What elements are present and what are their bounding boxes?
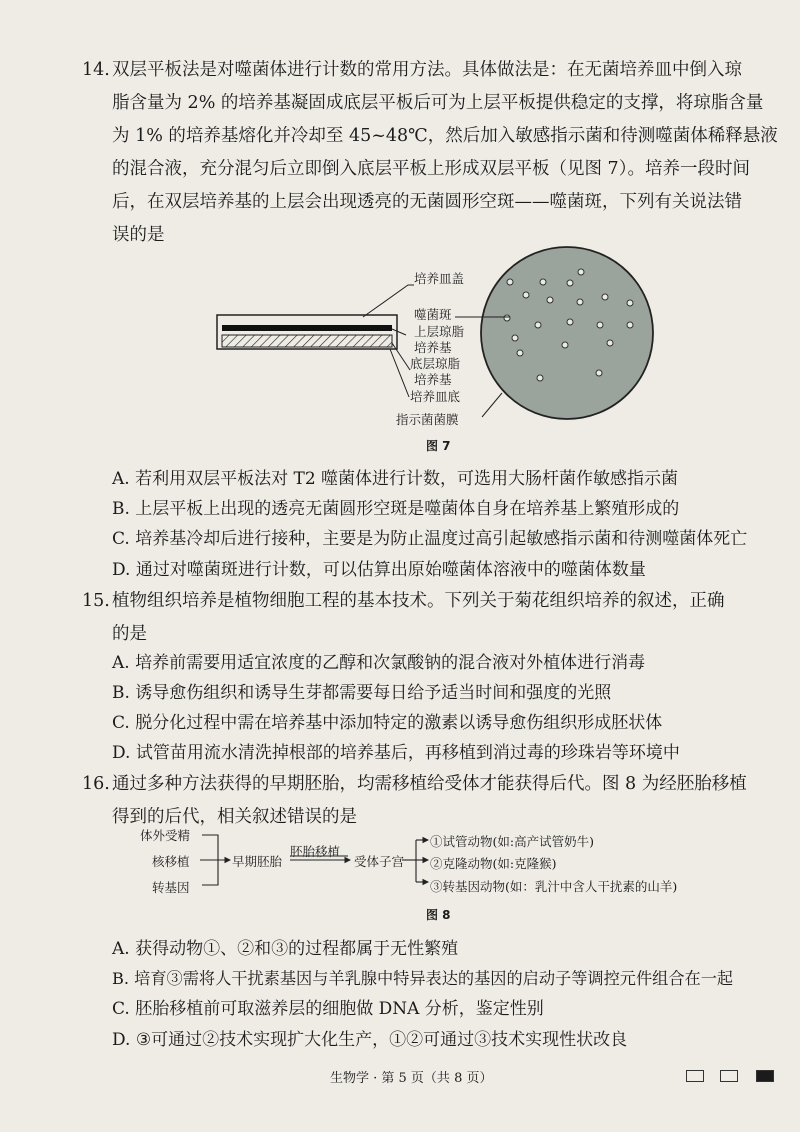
option-a: A. 获得动物①、②和③的过程都属于无性繁殖	[112, 939, 459, 959]
question-text-line: 的混合液，充分混匀后立即倒入底层平板上形成双层平板（见图 7）。培养一段时间	[112, 159, 750, 179]
option-c: C. 培养基冷却后进行接种，主要是为防止温度过高引起敏感指示菌和待测噬菌体死亡	[112, 529, 748, 549]
label-indicator-film: 指示菌菌膜	[396, 412, 459, 427]
output-test-tube-animal: ①试管动物(如:高产试管奶牛)	[430, 834, 594, 849]
figure-8-arrows	[190, 830, 450, 900]
figure-8-caption: 图 8	[426, 908, 451, 922]
question-text-line: 后，在双层培养基的上层会出现透亮的无菌圆形空斑——噬菌斑，下列有关说法错	[112, 192, 742, 212]
question-text-line: 误的是	[112, 225, 165, 245]
question-text-line: 通过多种方法获得的早期胚胎，均需移植给受体才能获得后代。图 8 为经胚胎移植	[112, 774, 747, 794]
option-a: A. 培养前需要用适宜浓度的乙醇和次氯酸钠的混合液对外植体进行消毒	[112, 653, 646, 673]
question-text-line: 双层平板法是对噬菌体进行计数的常用方法。具体做法是：在无菌培养皿中倒入琼	[112, 60, 742, 80]
option-d: D. 试管苗用流水清洗掉根部的培养基后，再移植到消过毒的珍珠岩等环境中	[112, 743, 680, 763]
marker-box-filled	[756, 1070, 774, 1082]
petri-dish-side-view	[217, 315, 397, 349]
question-text-line: 为 1% 的培养基熔化并冷却至 45~48℃，然后加入敏感指示菌和待测噬菌体稀释悬液	[112, 126, 778, 146]
early-embryo: 早期胚胎	[232, 854, 283, 869]
option-b: B. 诱导愈伤组织和诱导生芽都需要每日给予适当时间和强度的光照	[112, 683, 612, 703]
arrow-label-embryo-transfer: 胚胎移植	[290, 844, 341, 859]
label-bottom-agar: 底层琼脂	[410, 356, 461, 371]
option-b: B. 上层平板上出现的透亮无菌圆形空斑是噬菌体自身在培养基上繁殖形成的	[112, 499, 680, 519]
marker-box	[720, 1070, 738, 1082]
source-ivf: 体外受精	[140, 828, 191, 843]
recipient-uterus: 受体子宫	[354, 854, 405, 869]
output-cloned-animal: ②克隆动物(如:克隆猴)	[430, 856, 557, 871]
question-text-line: 得到的后代，相关叙述错误的是	[112, 807, 357, 827]
label-plaque: 噬菌斑	[414, 307, 452, 322]
option-c: C. 胚胎移植前可取滋养层的细胞做 DNA 分析，鉴定性别	[112, 999, 544, 1019]
source-transgenic: 转基因	[152, 880, 190, 895]
option-a: A. 若利用双层平板法对 T2 噬菌体进行计数，可选用大肠杆菌作敏感指示菌	[112, 469, 679, 489]
option-b: B. 培育③需将人干扰素基因与羊乳腺中特异表达的基因的启动子等调控元件组合在一起	[112, 969, 734, 988]
marker-box	[686, 1070, 704, 1082]
question-text-line: 脂含量为 2% 的培养基凝固成底层平板后可为上层平板提供稳定的支撑，将琼脂含量	[112, 93, 764, 113]
label-upper-medium: 培养基	[414, 340, 452, 355]
question-number: 16.	[82, 774, 110, 794]
option-d: D. ③可通过②技术实现扩大化生产，①②可通过③技术实现性状改良	[112, 1030, 628, 1050]
question-16	[82, 768, 782, 834]
option-c: C. 脱分化过程中需在培养基中添加特定的激素以诱导愈伤组织形成胚状体	[112, 713, 663, 733]
output-transgenic-animal: ③转基因动物(如：乳汁中含人干扰素的山羊)	[430, 879, 678, 894]
question-text-line: 植物组织培养是植物细胞工程的基本技术。下列关于菊花组织培养的叙述，正确	[112, 591, 725, 611]
question-14	[82, 54, 782, 252]
label-dish-lid: 培养皿盖	[414, 271, 465, 286]
label-bottom-medium: 培养基	[414, 372, 452, 387]
question-15	[82, 585, 782, 651]
petri-dish-top-view	[481, 247, 653, 419]
question-text-line: 的是	[112, 624, 147, 644]
figure-7-caption: 图 7	[426, 439, 451, 453]
question-number: 14.	[82, 60, 110, 80]
label-upper-agar: 上层琼脂	[414, 324, 465, 339]
label-dish-bottom: 培养皿底	[410, 389, 461, 404]
option-d: D. 通过对噬菌斑进行计数，可以估算出原始噬菌体溶液中的噬菌体数量	[112, 560, 646, 580]
page-footer: 生物学 · 第 5 页（共 8 页）	[330, 1071, 493, 1086]
source-nuclear-transfer: 核移植	[152, 854, 190, 869]
question-number: 15.	[82, 591, 110, 611]
